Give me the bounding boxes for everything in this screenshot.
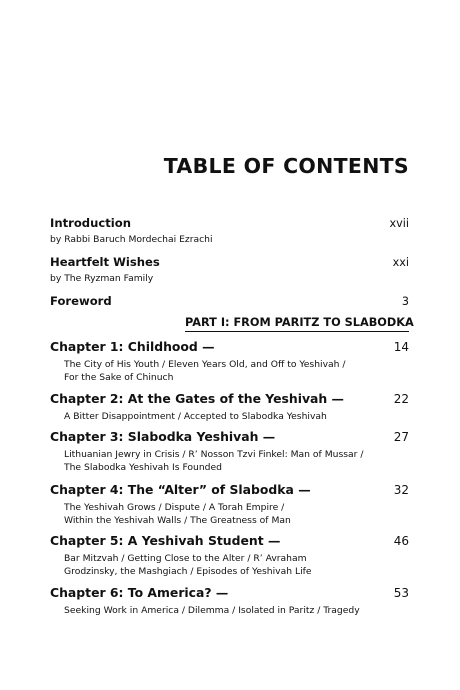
toc-entry-chapter-3 xyxy=(50,429,409,475)
chapter-title: Chapter 6: To America? — xyxy=(50,585,229,600)
entry-title: Heartfelt Wishes xyxy=(50,255,160,269)
entry-page-number: xvii xyxy=(389,217,409,230)
toc-entry-chapter-6 xyxy=(50,585,409,617)
toc-entry-foreword xyxy=(50,294,409,308)
chapter-page-number: 53 xyxy=(393,586,409,600)
chapter-subtopics-line: The Slabodka Yeshivah Is Founded xyxy=(64,462,222,474)
chapter-subtopics-line: Within the Yeshivah Walls / The Greatness of Man xyxy=(64,515,291,527)
toc-entry-chapter-1 xyxy=(50,339,409,385)
chapter-page-number: 27 xyxy=(393,430,409,444)
part-heading: PART I: FROM PARITZ TO SLABODKA xyxy=(185,316,409,332)
chapter-title: Chapter 1: Childhood — xyxy=(50,339,215,354)
chapter-page-number: 32 xyxy=(393,483,409,497)
toc-entry-chapter-4 xyxy=(50,482,409,528)
chapter-page-number: 46 xyxy=(393,534,409,548)
entry-page-number: 3 xyxy=(401,295,409,308)
chapter-title: Chapter 3: Slabodka Yeshivah — xyxy=(50,429,276,444)
chapter-title: Chapter 2: At the Gates of the Yeshivah — xyxy=(50,391,344,406)
entry-subtitle: by The Ryzman Family xyxy=(50,273,154,284)
toc-heading: TABLE OF CONTENTS xyxy=(163,154,409,178)
chapter-subtopics-line: The City of His Youth / Eleven Years Old, and Off to Yeshivah / xyxy=(64,359,346,370)
chapter-subtopics-line: Lithuanian Jewry in Crisis / R’ Nosson Tzvi Finkel: Man of Mussar / xyxy=(64,449,364,460)
chapter-subtopics-line: Bar Mitzvah / Getting Close to the Alter / R’ Avraham xyxy=(64,553,307,564)
chapter-subtopics-line: For the Sake of Chinuch xyxy=(64,372,174,384)
chapter-subtopics-line: The Yeshivah Grows / Dispute / A Torah Empire / xyxy=(64,502,285,513)
chapter-page-number: 22 xyxy=(393,392,409,406)
chapter-title: Chapter 5: A Yeshivah Student — xyxy=(50,533,281,548)
chapter-page-number: 14 xyxy=(393,340,409,354)
toc-entry-chapter-2 xyxy=(50,391,409,423)
entry-subtitle: by Rabbi Baruch Mordechai Ezrachi xyxy=(50,234,213,245)
toc-entry-heartfelt-wishes xyxy=(50,255,409,285)
entry-title: Foreword xyxy=(50,294,112,308)
chapter-subtopics-line: Grodzinsky, the Mashgiach / Episodes of Yeshivah Life xyxy=(64,566,312,578)
toc-entry-introduction xyxy=(50,216,409,246)
entry-title: Introduction xyxy=(50,216,131,230)
entry-page-number: xxi xyxy=(392,256,409,269)
toc-entry-chapter-5 xyxy=(50,533,409,579)
chapter-subtopics-line: Seeking Work in America / Dilemma / Isolated in Paritz / Tragedy xyxy=(64,605,360,616)
chapter-subtopics-line: A Bitter Disappointment / Accepted to Slabodka Yeshivah xyxy=(64,411,327,422)
chapter-title: Chapter 4: The “Alter” of Slabodka — xyxy=(50,482,311,497)
